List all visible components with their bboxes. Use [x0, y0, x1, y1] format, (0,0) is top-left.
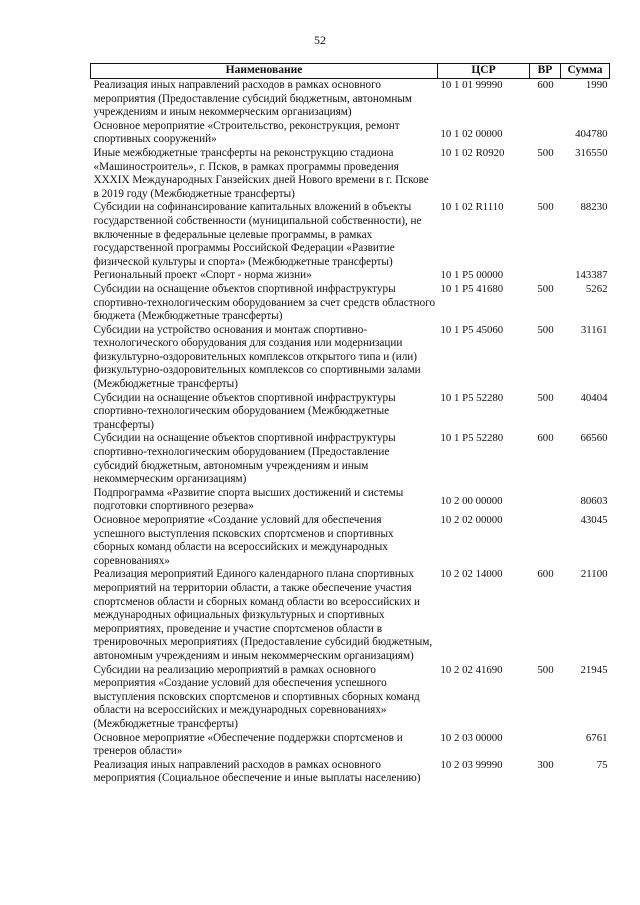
table-row [91, 759, 610, 786]
cell-csr: 10 2 02 41690 [440, 663, 503, 676]
cell-name: Реализация мероприятий Единого календарного плана спортивных мероприятий на территории области, а также обеспечение участия спортсменов области и сборных команд области во всероссийских и международных официальных физкультурных и спортивных мероприятиях, проведение и участие спортсменов области в тренировочных мероприятиях (Предоставление субсидий бюджетным, автономным учреждениям и иным некоммерческим организациям) [93, 568, 433, 662]
cell-vr [530, 269, 561, 283]
table-row [91, 201, 610, 269]
header-vr: ВР [530, 64, 561, 79]
cell-sum: 1990 [585, 79, 608, 91]
cell-sum: 40404 [580, 391, 608, 404]
cell-sum: 43045 [580, 514, 608, 526]
cell-name: Субсидии на оснащение объектов спортивной инфраструктуры спортивно-технологическим оборудованием за счет средств областного бюджета (Межбюджетные трансферты) [93, 282, 436, 323]
cell-vr: 600 [537, 432, 554, 445]
cell-name: Основное мероприятие «Обеспечение поддержки спортсменов и тренеров области» [93, 731, 403, 758]
table-row [91, 324, 610, 392]
cell-vr [530, 514, 561, 568]
cell-csr: 10 1 P5 52280 [440, 391, 504, 404]
header-name: Наименование [91, 64, 438, 79]
cell-name: Субсидии на устройство основания и монтаж спортивно-технологического оборудования для создания или модернизации физкультурно-оздоровительных комплексов открытого типа и (или) физкультурно-оздоровительных комплексов со спортивными залами (Межбюджетные трансферты) [93, 323, 421, 391]
cell-sum: 80603 [580, 494, 608, 507]
cell-sum: 31161 [580, 323, 608, 336]
cell-vr [530, 732, 561, 759]
cell-csr: 10 2 02 14000 [440, 568, 503, 581]
cell-csr: 10 2 02 00000 [440, 514, 503, 526]
cell-sum: 66560 [580, 432, 608, 445]
table-row [91, 432, 610, 486]
cell-vr: 500 [537, 282, 554, 295]
table-row [91, 392, 610, 433]
cell-sum: 88230 [580, 201, 608, 214]
cell-vr: 500 [537, 663, 554, 676]
cell-sum: 21100 [580, 568, 608, 581]
cell-csr: 10 1 P5 52280 [440, 432, 504, 445]
table-row [91, 664, 610, 732]
cell-name: Субсидии на реализацию мероприятий в рамках основного мероприятия «Создание условий для обеспечения успешного выступления псковских спортсменов и спортивных сборных команд области на всероссийских и международных соревнованиях» (Межбюджетные трансферты) [93, 663, 420, 730]
cell-name: Основное мероприятие «Создание условий для обеспечения успешного выступления псковских спортсменов и спортивных сборных команд области на всероссийских и международных соревнованиях» [93, 514, 394, 567]
cell-vr: 600 [537, 79, 554, 91]
cell-vr: 500 [537, 391, 554, 404]
cell-sum: 143387 [575, 269, 608, 282]
cell-name: Подпрограмма «Развитие спорта высших достижений и системы подготовки спортивного резерва» [93, 486, 404, 513]
cell-name: Основное мероприятие «Строительство, реконструкция, ремонт спортивных сооружений» [93, 119, 400, 146]
cell-vr [530, 120, 561, 147]
cell-name: Субсидии на оснащение объектов спортивной инфраструктуры спортивно-технологическим оборудованием (Межбюджетные трансферты) [93, 391, 396, 431]
cell-vr: 500 [537, 201, 554, 214]
table-header-row [91, 64, 610, 79]
cell-sum: 404780 [575, 127, 608, 140]
cell-vr: 500 [537, 146, 554, 159]
cell-sum: 5262 [585, 282, 608, 295]
header-sum: Сумма [561, 64, 610, 79]
cell-sum: 21945 [580, 663, 608, 676]
cell-name: Реализация иных направлений расходов в рамках основного мероприятия (Предоставление субсидий бюджетным, автономным учреждениям и иным некоммерческим организациям) [93, 79, 412, 119]
cell-sum: 316550 [575, 146, 608, 159]
cell-csr: 10 1 P5 00000 [440, 269, 504, 282]
cell-sum: 75 [596, 758, 608, 771]
cell-csr: 10 1 P5 41680 [440, 282, 504, 295]
table-body [91, 79, 610, 786]
table-row [91, 283, 610, 324]
cell-name: Реализация иных направлений расходов в рамках основного мероприятия (Социальное обеспечение и иные выплаты населению) [93, 758, 421, 785]
cell-vr: 300 [537, 758, 554, 771]
budget-table [90, 63, 610, 786]
table-row [91, 120, 610, 147]
table-row [91, 487, 610, 514]
cell-name: Субсидии на софинансирование капитальных вложений в объекты государственной собственности (муниципальной собственности), не включенные в федеральные целевые программы, в рамках государственной программы Российской Федерации «Развитие физической культуры и спорта» (Межбюджетные трансферты) [93, 201, 422, 268]
cell-csr: 10 1 02 R0920 [440, 146, 505, 159]
cell-name: Иные межбюджетные трансферты на реконструкцию стадиона «Машиностроитель», г. Псков, в рамках программы проведения XXXIX Международных Ганзейских дней Нового времени в г. Пскове в 2019 году (Межбюджетные трансферты) [93, 146, 429, 200]
cell-csr: 10 1 02 R1110 [440, 201, 504, 214]
table-row [91, 147, 610, 201]
cell-csr: 10 2 00 00000 [440, 494, 503, 507]
table-row [91, 79, 610, 120]
cell-name: Региональный проект «Спорт - норма жизни» [93, 269, 312, 282]
page-number: 52 [314, 33, 326, 47]
header-csr: ЦСР [438, 64, 530, 79]
cell-vr [530, 487, 561, 514]
cell-name: Субсидии на оснащение объектов спортивной инфраструктуры спортивно-технологическим оборудованием (Предоставление субсидий бюджетным, автономным учреждениям и иным некоммерческим организациям) [93, 432, 396, 486]
cell-vr: 500 [537, 323, 554, 336]
table-row [91, 732, 610, 759]
cell-vr: 600 [537, 568, 554, 581]
cell-csr: 10 1 02 00000 [440, 127, 503, 140]
table-row [91, 269, 610, 283]
cell-csr: 10 2 03 99990 [440, 758, 503, 771]
table-row [91, 568, 610, 663]
cell-sum: 6761 [585, 731, 608, 744]
cell-csr: 10 1 01 99990 [440, 79, 503, 91]
table-row [91, 514, 610, 568]
cell-csr: 10 1 P5 45060 [440, 323, 504, 336]
cell-csr: 10 2 03 00000 [440, 731, 503, 744]
